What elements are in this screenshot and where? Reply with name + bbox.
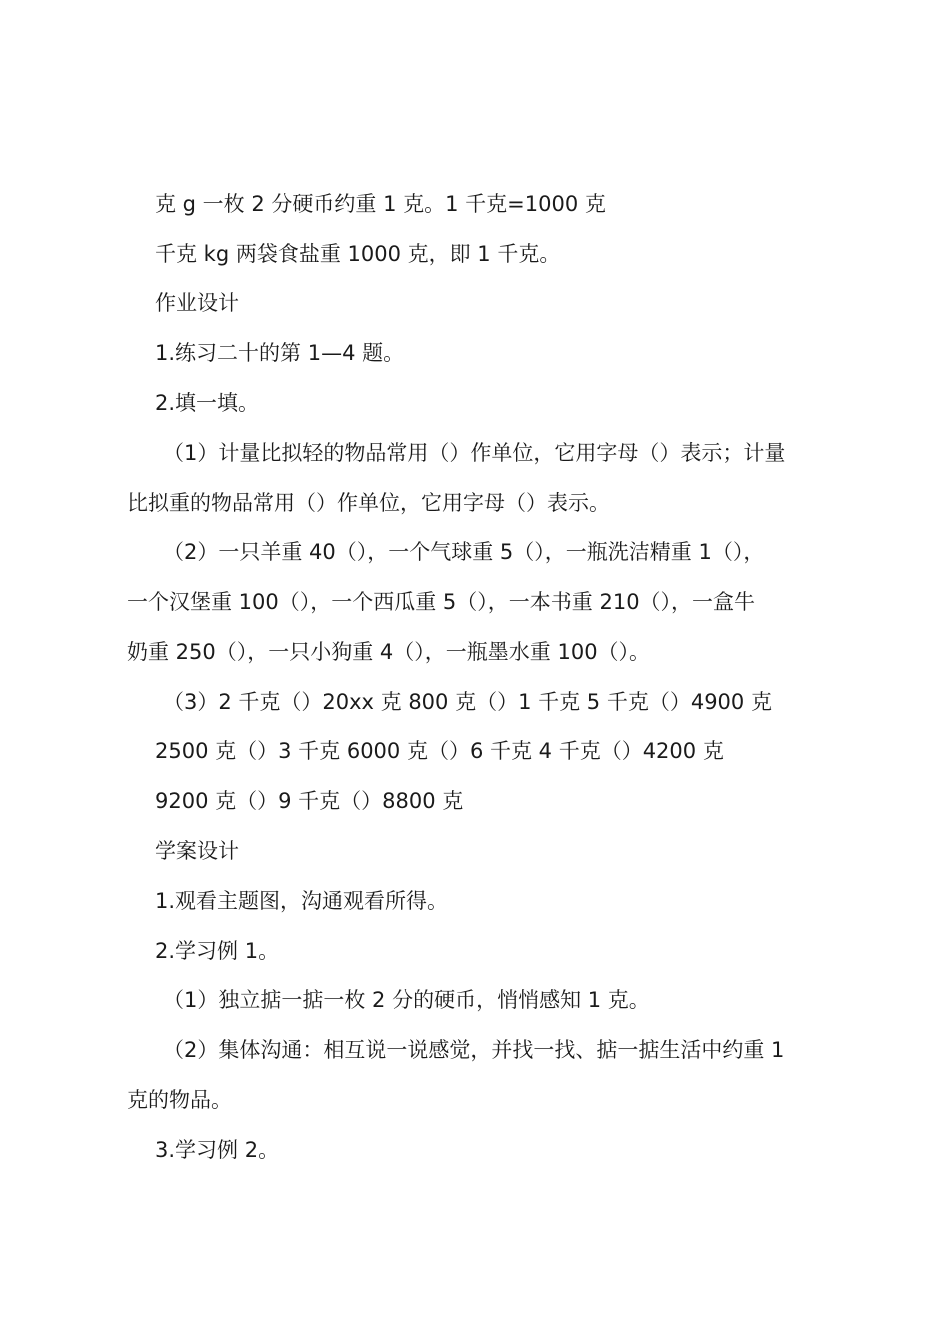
- study-item-2-sub-2-continued: 克的物品。: [127, 1088, 232, 1112]
- study-item-2-sub-2: （2）集体沟通：相互说一说感觉，并找一找、掂一掂生活中约重 1: [163, 1038, 785, 1062]
- fill-in-question-2-end: 奶重 250（），一只小狗重 4（），一瓶墨水重 100（）。: [127, 640, 651, 664]
- fill-in-question-1: （1）计量比拟轻的物品常用（）作单位，它用字母（）表示；计量: [163, 441, 786, 465]
- fill-in-question-1-continued: 比拟重的物品常用（）作单位，它用字母（）表示。: [127, 491, 610, 515]
- compare-question-3-row-2: 2500 克（）3 千克 6000 克（）6 千克 4 千克（）4200 克: [155, 739, 724, 763]
- study-item-1: 1.观看主题图，沟通观看所得。: [155, 889, 449, 913]
- fill-in-question-2-continued: 一个汉堡重 100（），一个西瓜重 5（），一本书重 210（），一盒牛: [127, 590, 756, 614]
- study-item-3: 3.学习例 2。: [155, 1138, 280, 1162]
- paragraph-gram-definition: 克 g 一枚 2 分硬币约重 1 克。1 千克=1000 克: [155, 192, 606, 216]
- homework-item-1: 1.练习二十的第 1—4 题。: [155, 341, 405, 365]
- study-item-2: 2.学习例 1。: [155, 939, 280, 963]
- fill-in-question-2: （2）一只羊重 40（），一个气球重 5（），一瓶洗洁精重 1（），: [163, 540, 765, 564]
- study-item-2-sub-1: （1）独立掂一掂一枚 2 分的硬币，悄悄感知 1 克。: [163, 988, 650, 1012]
- section-heading-homework: 作业设计: [155, 291, 239, 315]
- compare-question-3-row-3: 9200 克（）9 千克（）8800 克: [155, 789, 464, 813]
- homework-item-2: 2.填一填。: [155, 391, 260, 415]
- section-heading-study-plan: 学案设计: [155, 839, 239, 863]
- paragraph-kilogram-definition: 千克 kg 两袋食盐重 1000 克，即 1 千克。: [155, 242, 561, 266]
- compare-question-3-row-1: （3）2 千克（）20xx 克 800 克（）1 千克 5 千克（）4900 克: [163, 690, 772, 714]
